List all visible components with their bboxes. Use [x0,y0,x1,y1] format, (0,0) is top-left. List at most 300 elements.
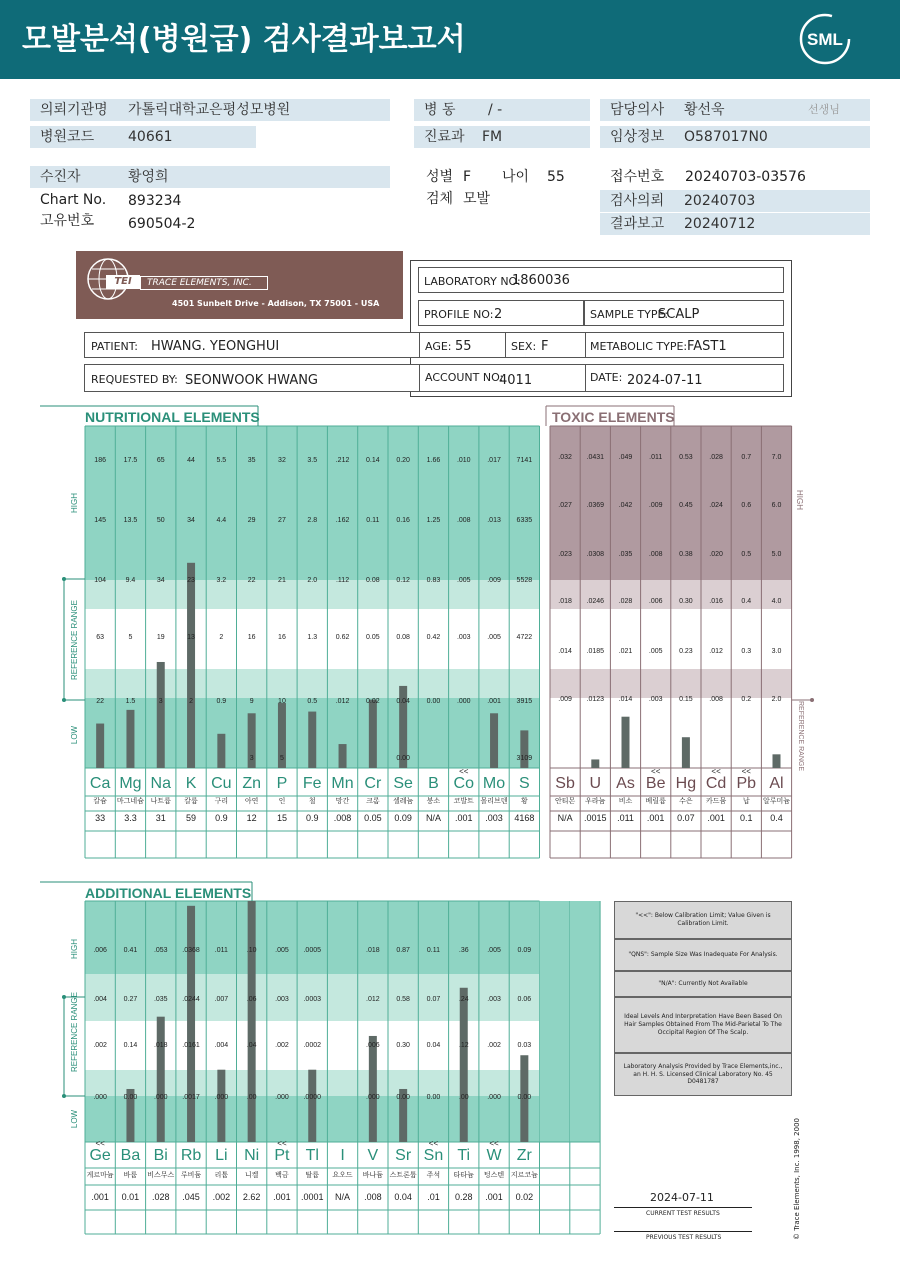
nutri-tick-label: 5 [128,634,133,641]
nutri-symbol-cr: Cr [364,775,382,792]
addl-korean-name: 타타늄 [453,1171,474,1179]
toxic-tick-label: .028 [618,598,633,605]
toxic-tick-label: 2.0 [771,696,782,703]
addl-symbol-tl: Tl [305,1147,319,1164]
nutri-korean-name: 칼슘 [93,797,107,805]
toxic-value-hg: 0.07 [677,813,695,823]
addl-tick-label: .00 [458,1094,469,1101]
addl-tick-label: .0244 [182,996,200,1003]
toxic-tick-label: .0185 [586,648,605,655]
institution-value: 가톨릭대학교은평성모병원 [128,102,291,118]
addl-symbol-ba: Ba [120,1147,141,1164]
addl-tick-label: .004 [214,1042,229,1049]
tei-patient-value: HWANG. YEONGHUI [151,339,280,354]
toxic-tick-label: 0.53 [679,454,693,461]
toxic-tick-label: 0.4 [741,598,752,605]
toxic-value-pb: 0.1 [740,813,753,823]
nutri-tick-label: 10 [278,698,286,705]
addl-tick-label: .0005 [303,947,322,954]
nutri-korean-name: 나트륨 [150,797,171,805]
date-label: DATE: [590,371,623,384]
nutri-symbol-b: B [428,775,439,792]
addl-below-limit-mark: << [95,1139,105,1148]
toxic-value-u: .0015 [584,813,607,823]
addl-bar-rb [187,906,195,1142]
toxic-tick-label: .0369 [586,502,605,509]
nutri-value-co: .001 [454,813,473,823]
nutri-tick-label: 19 [156,634,165,641]
toxic-value-cd: .001 [707,813,725,823]
nutri-value-cr: 0.05 [364,813,382,823]
addl-tick-label: 0.41 [123,947,138,954]
addl-value-ti: 0.28 [454,1192,473,1202]
toxic-korean-name: 베릴륨 [645,797,666,805]
addl-tick-label: .018 [366,947,380,954]
nutri-tick-label: 3 [158,698,163,705]
nutri-tick-label: 16 [278,634,286,641]
addl-korean-name: 백금 [275,1171,289,1179]
nutri-tick-label: 3109 [516,755,533,762]
addl-tick-label: .002 [487,1042,501,1049]
nutri-tick-label: 5.5 [216,457,227,464]
addl-tick-label: .00 [246,1094,257,1101]
addl-axis-high-label: HIGH [70,939,79,959]
nutri-symbol-mn: Mn [331,775,354,792]
addl-tick-label: .012 [366,996,380,1003]
addl-tick-label: 0.09 [517,947,532,954]
sex-label: 성별 [426,169,454,185]
nutri-tick-label: 4722 [516,634,533,641]
addl-below-limit-mark: << [489,1139,499,1148]
toxic-tick-label: .009 [558,696,572,703]
addl-tick-label: .000 [214,1094,229,1101]
addl-tick-label: 0.00 [123,1094,138,1101]
nutri-bar-ca [96,724,104,768]
addl-symbol-i: I [340,1147,345,1164]
toxic-tick-label: 4.0 [771,598,782,605]
footer-date: 2024-07-11 [650,1191,714,1204]
nutri-tick-label: 27 [278,517,286,524]
nutri-bar-cr [369,700,377,768]
nutri-tick-label: 145 [94,517,106,524]
nutri-tick-label: .112 [335,577,350,584]
toxic-tick-label: .035 [618,551,633,558]
nutri-tick-label: 0.12 [396,577,410,584]
addl-value-bi: .028 [151,1192,170,1202]
tei-logo-mark: TEI [106,275,140,289]
addl-symbol-pt: Pt [274,1147,290,1164]
addl-empty-column [540,901,570,1142]
code-value: 40661 [128,129,173,145]
nutri-tick-label: .017 [487,457,501,464]
nutri-tick-label: 0.14 [366,457,380,464]
nutri-tick-label: 0.20 [396,457,410,464]
addl-bar-v [369,1036,377,1142]
nutri-tick-label: 3.5 [307,457,318,464]
addl-value-sr: 0.04 [394,1192,412,1202]
nutri-tick-label: 3.2 [216,577,227,584]
report-value: 20240712 [684,216,756,232]
addl-tick-label: .000 [93,1094,107,1101]
nutri-tick-label: .001 [487,698,501,705]
addl-band [85,901,540,974]
addl-tick-label: .000 [153,1094,168,1101]
nutri-tick-label: 0.42 [426,634,441,641]
requested-value: SEONWOOK HWANG [185,373,319,388]
addl-symbol-li: Li [215,1147,228,1164]
nutri-tick-label: 0.5 [307,698,318,705]
nutri-tick-label: 9.4 [125,577,136,584]
sample-value: SCALP [658,307,700,322]
lab-no-value: 1860036 [512,273,570,288]
addl-korean-name: 텅스텐 [483,1171,505,1179]
tei-age-value: 55 [455,339,472,354]
addl-korean-name: 탈륨 [305,1171,320,1179]
nutri-symbol-mg: Mg [119,775,142,792]
addl-value-pt: .001 [273,1192,291,1202]
page-title: 모발분석(병원급) 검사결과보고서 [22,22,466,57]
specimen-value: 모발 [463,191,491,207]
nutri-korean-name: 셀레늄 [393,797,414,805]
note-calibration: "<<": Below Calibration Limit; Value Given is Calibration Limit. [614,901,792,939]
toxic-tick-label: 0.45 [679,502,693,509]
toxic-title: TOXIC ELEMENTS [552,409,675,425]
nutri-tick-label: 0.00 [396,755,410,762]
nutri-tick-label: .000 [456,698,471,705]
addl-tick-label: .0161 [182,1042,200,1049]
nutri-tick-label: 63 [96,634,105,641]
nutri-tick-label: 2 [219,634,224,641]
toxic-tick-label: .016 [709,598,723,605]
addl-value-i: N/A [335,1192,351,1202]
toxic-tick-label: .027 [558,502,572,509]
nutri-bar-mg [126,710,134,768]
nutri-tick-label: .010 [456,457,471,464]
addl-tick-label: .002 [93,1042,107,1049]
nutri-tick-label: 186 [94,457,106,464]
metabolic-label: METABOLIC TYPE: [590,340,688,353]
nutri-tick-label: 104 [94,577,106,584]
addl-korean-name: 니켈 [244,1171,259,1179]
addl-tick-label: .0000 [303,1094,322,1101]
addl-bar-ni [248,901,256,1142]
nutri-tick-label: 22 [247,577,256,584]
nutri-tick-label: 0.04 [396,698,410,705]
toxic-symbol-u: U [589,775,602,792]
nutri-tick-label: 3915 [516,698,533,705]
nutri-tick-label: 1.3 [307,634,318,641]
nutri-axis-reference-label: REFERENCE RANGE [70,599,79,681]
addl-value-tl: .0001 [300,1192,324,1202]
nutri-tick-label: 50 [156,517,165,524]
addl-tick-label: .006 [93,947,107,954]
toxic-tick-label: 0.5 [741,551,752,558]
nutri-korean-name: 칼륨 [184,797,198,805]
addl-tick-label: .000 [366,1094,380,1101]
addl-tick-label: .36 [458,947,469,954]
nutri-tick-label: 13 [187,634,195,641]
addl-value-v: .008 [364,1192,382,1202]
toxic-tick-label: .0431 [586,454,605,461]
addl-korean-name: 스트론튬 [389,1171,417,1179]
toxic-below-limit-mark: << [651,767,661,776]
addl-tick-label: 0.14 [123,1042,138,1049]
nutri-tick-label: 44 [187,457,195,464]
toxic-symbol-be: Be [645,775,666,792]
report-label: 결과보고 [610,216,665,232]
nutri-value-zn: 12 [246,813,257,823]
addl-symbol-bi: Bi [153,1147,168,1164]
addl-tick-label: .053 [153,947,168,954]
nutri-tick-label: .005 [487,634,501,641]
tei-address: 4501 Sunbelt Drive - Addison, TX 75001 - USA [172,299,380,308]
current-results-label: CURRENT TEST RESULTS [646,1210,720,1217]
toxic-tick-label: .0123 [586,696,605,703]
nutri-value-ca: 33 [95,813,106,823]
nutri-korean-name: 마그네슘 [116,797,144,805]
toxic-tick-label: .008 [648,551,663,558]
addl-value-li: .002 [212,1192,231,1202]
nutri-tick-label: 3 [249,755,254,762]
addl-tick-label: 0.07 [426,996,441,1003]
toxic-tick-label: .014 [618,696,633,703]
dept-label: 진료과 [424,129,465,145]
nutri-tick-label: .162 [335,517,350,524]
addl-tick-label: .007 [214,996,229,1003]
toxic-korean-name: 안티몬 [554,797,576,805]
nutri-band [85,580,540,609]
nutri-symbol-zn: Zn [242,775,261,792]
toxic-bar-u [591,759,599,768]
nutri-bar-mn [339,744,347,768]
addl-symbol-ge: Ge [89,1147,111,1164]
addl-bar-bi [157,1017,165,1142]
nutri-korean-name: 붕소 [426,797,441,805]
request-value: 20240703 [684,193,756,209]
addl-korean-name: 리튬 [214,1171,229,1179]
receipt-label: 접수번호 [610,169,665,185]
profile-value: 2 [494,307,503,322]
tei-patient-label: PATIENT: [91,340,138,353]
toxic-korean-name: 수은 [679,797,693,805]
toxic-bar-al [773,754,781,768]
toxic-reference-label: REFERENCE RANGE [797,700,804,772]
toxic-symbol-al: Al [769,775,784,792]
toxic-tick-label: .032 [558,454,572,461]
nutri-tick-label: 2.8 [307,517,318,524]
addl-tick-label: .003 [275,996,289,1003]
addl-axis-reference-label: REFERENCE RANGE [70,991,79,1073]
addl-empty-column [570,901,600,1142]
addl-tick-label: .005 [487,947,501,954]
addl-tick-label: .035 [153,996,168,1003]
addl-bar-tl [308,1070,316,1142]
nutri-symbol-cu: Cu [211,775,232,792]
addl-tick-label: .003 [487,996,501,1003]
addl-tick-label: 0.00 [517,1094,532,1101]
toxic-tick-label: 0.6 [741,502,752,509]
nutri-symbol-s: S [519,775,530,792]
chart-label: Chart No. [40,192,107,208]
toxic-korean-name: 알루미늄 [762,797,791,805]
nutri-bar-s [520,730,528,768]
nutri-below-limit-mark: << [459,767,469,776]
toxic-tick-label: 7.0 [771,454,782,461]
addl-axis-low-label: LOW [70,1109,79,1129]
addl-tick-label: .004 [93,996,107,1003]
nutri-tick-label: 1.5 [125,698,136,705]
lab-no-label: LABORATORY NO: [424,275,521,288]
nutri-tick-label: 0.83 [426,577,441,584]
nutri-tick-label: .009 [487,577,501,584]
nutri-bar-na [157,662,165,768]
toxic-tick-label: .021 [618,648,633,655]
addl-value-ni: 2.62 [242,1192,261,1202]
addl-korean-name: 주석 [426,1171,441,1179]
toxic-tick-label: 0.3 [741,648,752,655]
addl-tick-label: .10 [246,947,257,954]
logo-text: SML [807,30,843,49]
note-laboratory: Laboratory Analysis Provided by Trace Elements,inc., an H. H. S. Licensed Clinical Laboratory No. 45 D0481787 [614,1053,792,1096]
addl-value-ba: 0.01 [121,1192,140,1202]
addl-korean-name: 요오드 [332,1171,353,1179]
copyright: © Trace Elements, Inc. 1998, 2000 [793,1118,801,1240]
addl-symbol-rb: Rb [180,1147,202,1164]
nutri-tick-label: 23 [187,577,195,584]
nutri-symbol-na: Na [150,775,171,792]
nutri-tick-label: 0.62 [335,634,350,641]
addl-symbol-ni: Ni [244,1147,260,1164]
addl-tick-label: .06 [246,996,257,1003]
nutri-tick-label: 0.11 [366,517,380,524]
nutri-tick-label: 0.05 [366,634,380,641]
nutri-value-s: 4168 [514,813,535,823]
nutri-korean-name: 크롬 [366,797,380,805]
toxic-tick-label: .014 [558,648,572,655]
nutri-symbol-co: Co [453,775,474,792]
toxic-high-label: HIGH [795,490,804,510]
nutri-bar-cu [217,734,225,768]
nutri-bar-mo [490,713,498,768]
toxic-tick-label: 5.0 [771,551,782,558]
nutri-tick-label: 0.16 [396,517,410,524]
toxic-tick-label: .005 [648,648,663,655]
addl-tick-label: 0.27 [123,996,138,1003]
institution-label: 의뢰기관명 [40,102,108,118]
chart-value: 893234 [128,193,182,209]
nutri-tick-label: 5 [279,755,284,762]
toxic-below-limit-mark: << [711,767,721,776]
previous-line [614,1231,752,1232]
nutri-korean-name: 망간 [335,797,350,805]
addl-tick-label: 0.06 [517,996,532,1003]
clinical-label: 임상정보 [610,129,665,145]
nutri-tick-label: 7141 [516,457,533,464]
nutri-symbol-p: P [276,775,288,792]
nutri-value-p: 15 [276,813,287,823]
toxic-korean-name: 우라늄 [585,797,606,805]
addl-tick-label: 0.04 [426,1042,441,1049]
toxic-tick-label: .028 [709,454,723,461]
toxic-tick-label: .011 [649,454,663,461]
nutri-tick-label: 17.5 [123,457,138,464]
nutri-symbol-ca: Ca [89,775,111,792]
toxic-tick-label: 0.7 [741,454,752,461]
addl-below-limit-mark: << [428,1139,439,1148]
nutri-tick-label: 1.25 [426,517,441,524]
addl-below-limit-mark: << [277,1139,287,1148]
nutri-value-se: 0.09 [394,813,412,823]
nutri-value-mg: 3.3 [124,813,137,823]
nutri-tick-label: 22 [96,698,105,705]
addl-tick-label: .005 [275,947,289,954]
doctor-label: 담당의사 [610,102,665,118]
toxic-tick-label: .0246 [586,598,605,605]
toxic-korean-name: 카드뮴 [705,797,727,805]
doctor-value: 황선욱 [684,102,725,118]
addl-value-rb: .045 [182,1192,200,1202]
nutri-tick-label: .008 [456,517,471,524]
toxic-tick-label: .049 [618,454,633,461]
age-value: 55 [547,169,565,185]
addl-tick-label: .12 [458,1042,469,1049]
nutri-tick-label: 2 [189,698,194,705]
nutri-korean-name: 구리 [214,797,229,805]
addl-tick-label: .0002 [303,1042,322,1049]
dept-value: FM [482,129,503,145]
tei-sex-label: SEX: [511,340,537,353]
previous-results-label: PREVIOUS TEST RESULTS [646,1234,722,1241]
toxic-tick-label: 0.2 [741,696,752,703]
account-value: 4011 [499,373,533,388]
toxic-tick-label: .008 [709,696,723,703]
nutri-axis-high-label: HIGH [70,493,79,513]
addl-value-ge: .001 [91,1192,109,1202]
toxic-tick-label: .0308 [586,551,605,558]
note-qns: "QNS": Sample Size Was Inadequate For Analysis. [614,939,792,971]
metabolic-value: FAST1 [687,339,727,354]
addl-symbol-v: V [367,1147,379,1164]
toxic-tick-label: .009 [648,502,663,509]
addl-tick-label: 0.00 [426,1094,441,1101]
nutri-tick-label: 2.0 [307,577,318,584]
toxic-symbol-hg: Hg [675,775,697,792]
addl-korean-name: 루비듐 [180,1171,202,1179]
nutri-tick-label: 32 [278,457,286,464]
nutri-tick-label: 13.5 [123,517,138,524]
addl-symbol-w: W [486,1147,502,1164]
toxic-tick-label: 3.0 [771,648,782,655]
toxic-tick-label: .020 [709,551,723,558]
nutri-band [85,669,540,698]
ward-label: 병 동 [424,102,456,118]
toxic-korean-name: 비소 [618,797,633,805]
current-line [614,1207,752,1208]
addl-title: ADDITIONAL ELEMENTS [85,885,252,901]
sex-value: F [463,169,472,185]
nutri-tick-label: 0.08 [366,577,380,584]
nutri-bar-fe [308,712,316,768]
tei-company-name: TRACE ELEMENTS, INC. [140,276,268,290]
addl-korean-name: 지르코늄 [510,1171,538,1179]
addl-symbol-sr: Sr [395,1147,412,1164]
addl-tick-label: .018 [153,1042,168,1049]
nutri-korean-name: 몰리브덴 [480,797,508,805]
addl-tick-label: 0.00 [396,1094,410,1101]
nutri-tick-label: 34 [156,577,165,584]
nutri-axis-low-label: LOW [70,725,79,745]
nutri-tick-label: 0.9 [216,698,227,705]
